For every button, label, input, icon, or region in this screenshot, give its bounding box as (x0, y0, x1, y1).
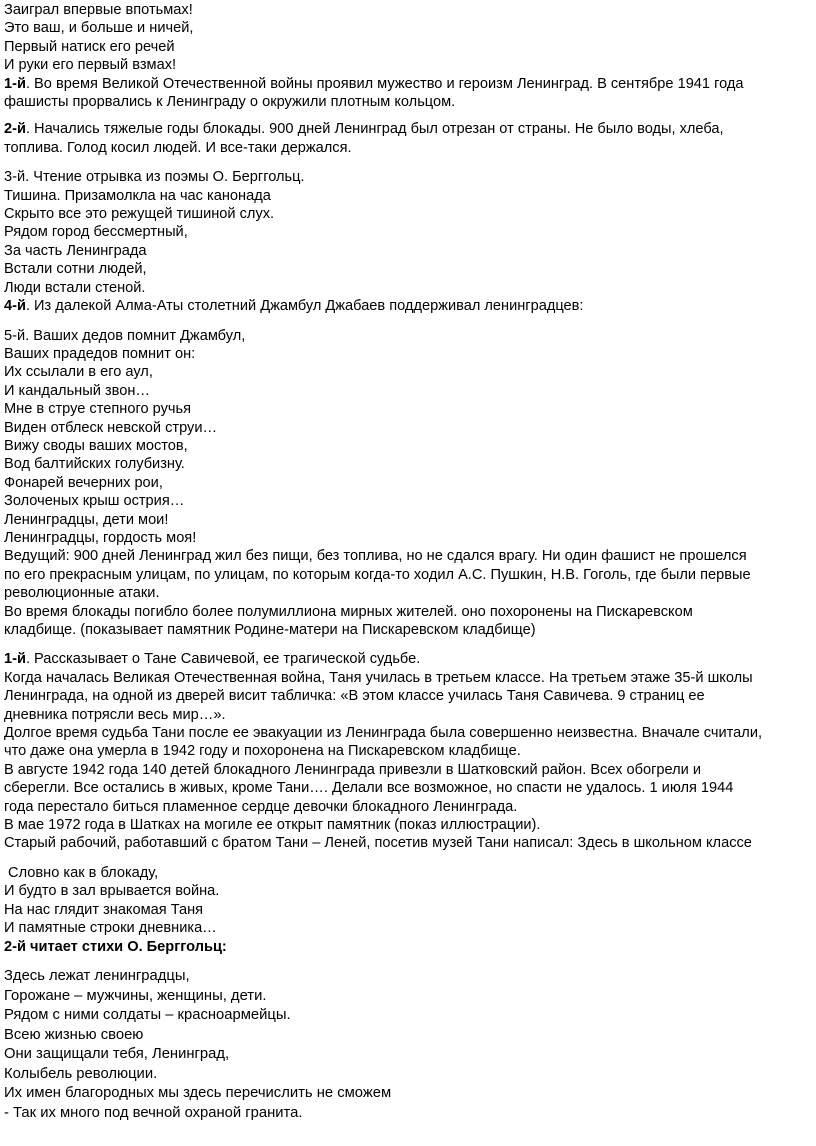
text-line: Здесь лежат ленинградцы, (4, 967, 190, 984)
text-line: Рядом город бессмертный, (4, 224, 188, 241)
text-line: Виден отблеск невской струи… (4, 419, 218, 436)
text-line: Рядом с ними солдаты – красноармейцы. (4, 1007, 291, 1024)
block-poem-intro (4, 1, 816, 111)
block-blockade (4, 120, 816, 157)
block-berggolts-poem (4, 967, 816, 1124)
text-line: 2-й. Начались тяжелые годы блокады. 900 дней Ленинград был отрезан от страны. Не было воды, хлеба, (4, 121, 724, 138)
speaker-label: 2-й (4, 121, 26, 138)
text-line: года перестало биться пламенное сердце девочки блокадного Ленинграда. (4, 798, 518, 815)
text-line: Ленинградцы, дети мои! (4, 511, 169, 528)
text-line: сберегли. Все остались в живых, кроме Тани…. Делали все возможное, но спасти не удалось. 1 июля 1944 (4, 780, 734, 797)
text-line: - Так их много под вечной охраной гранита. (4, 1105, 303, 1122)
text-line: Старый рабочий, работавший с братом Тани – Леней, посетив музей Тани написал: Здесь в школьном классе (4, 835, 752, 852)
text-line: Люди встали стеной. (4, 279, 146, 296)
text-line: И руки его первый взмах! (4, 57, 177, 74)
text-line: На нас глядит знакомая Таня (4, 901, 204, 918)
text-line: Фонарей вечерних рои, (4, 474, 163, 491)
speaker-label: 2-й читает стихи О. Берггольц: (4, 938, 227, 955)
text-line: Во время блокады погибло более полумиллиона мирных жителей. оно похоронены на Пискаревском (4, 603, 693, 620)
block-berggolts-reading (4, 168, 816, 315)
speaker-label: 1-й (4, 75, 26, 92)
text-line: В августе 1942 года 140 детей блокадного Ленинграда привезли в Шатковский район. Всех обогрели и (4, 761, 702, 778)
block-poem-blockade (4, 864, 816, 956)
text-line: топлива. Голод косил людей. И все-таки держался. (4, 139, 352, 156)
text-line: Золоченых крыш острия… (4, 493, 185, 510)
block-dzhambul (4, 327, 816, 640)
text-line: по его прекрасным улицам, по улицам, по которым когда-то ходил А.С. Пушкин, Н.В. Гоголь, где были первые (4, 566, 751, 583)
text-line: Словно как в блокаду, (4, 864, 159, 881)
block-tanya-savicheva (4, 650, 816, 852)
text-line: За часть Ленинграда (4, 242, 147, 259)
text-line: Горожане – мужчины, женщины, дети. (4, 987, 267, 1004)
text-line: Их ссылали в его аул, (4, 364, 153, 381)
text-line: И будто в зал врывается война. (4, 883, 220, 900)
text-line: 3-й. Чтение отрывка из поэмы О. Берггольц. (4, 169, 305, 186)
text-line: Скрыто все это режущей тишиной слух. (4, 206, 275, 223)
text-line: Всею жизнью своею (4, 1026, 144, 1043)
text-line: революционные атаки. (4, 585, 160, 602)
text-line: фашисты прорвались к Ленинграду о окружили плотным кольцом. (4, 94, 456, 111)
text-line: Когда началась Великая Отечественная война, Таня училась в третьем классе. На третьем этаже 35-й школы (4, 669, 753, 686)
text-line: Вижу своды ваших мостов, (4, 437, 188, 454)
text-line: Ленинграда, на одной из дверей висит табличка: «В этом классе училась Таня Савичева. 9 страниц ее (4, 688, 705, 705)
text-line: Это ваш, и больше и ничей, (4, 20, 194, 37)
text-line: 4-й. Из далекой Алма-Аты столетний Джамбул Джабаев поддерживал ленинградцев: (4, 298, 584, 315)
text-line: дневника потрясли весь мир…». (4, 706, 226, 723)
speaker-label: 1-й (4, 651, 26, 668)
text-line: Ведущий: 900 дней Ленинград жил без пищи, без топлива, но не сдался врагу. Ни один фашист не прошелся (4, 548, 747, 565)
speaker-label: 4-й (4, 298, 26, 315)
text-line: Встали сотни людей, (4, 261, 147, 278)
text-line: 1-й. Во время Великой Отечественной войны проявил мужество и героизм Ленинград. В сентябре 1941 года (4, 75, 744, 92)
text-line: Они защищали тебя, Ленинград, (4, 1046, 230, 1063)
text-line: Тишина. Призамолкла на час канонада (4, 187, 271, 204)
text-line: Первый натиск его речей (4, 38, 175, 55)
text-line: Ленинградцы, гордость моя! (4, 529, 197, 546)
text-line: Их имен благородных мы здесь перечислить не сможем (4, 1085, 392, 1102)
text-line: Мне в струе степного ручья (4, 401, 191, 418)
text-line: Вод балтийских голубизну. (4, 456, 185, 473)
text-line: Колыбель революции. (4, 1065, 158, 1082)
text-line: Ваших прадедов помнит он: (4, 345, 196, 362)
text-line: 5-й. Ваших дедов помнит Джамбул, (4, 327, 246, 344)
text-line: кладбище. (показывает памятник Родине-матери на Пискаревском кладбище) (4, 622, 536, 638)
text-line: Долгое время судьба Тани после ее эвакуации из Ленинграда была совершенно неизвестна. Вначале считали, (4, 725, 763, 742)
text-line: И кандальный звон… (4, 382, 150, 399)
text-line: что даже она умерла в 1942 году и похоронена на Пискаревском кладбище. (4, 743, 521, 760)
text-line (4, 938, 816, 956)
text-line: И памятные строки дневника… (4, 920, 217, 937)
text-line: В мае 1972 года в Шатках на могиле ее открыт памятник (показ иллюстрации). (4, 817, 541, 834)
text-line: 1-й. Рассказывает о Тане Савичевой, ее трагической судьбе. (4, 651, 421, 668)
text-line: Заиграл впервые впотьмах! (4, 2, 193, 18)
